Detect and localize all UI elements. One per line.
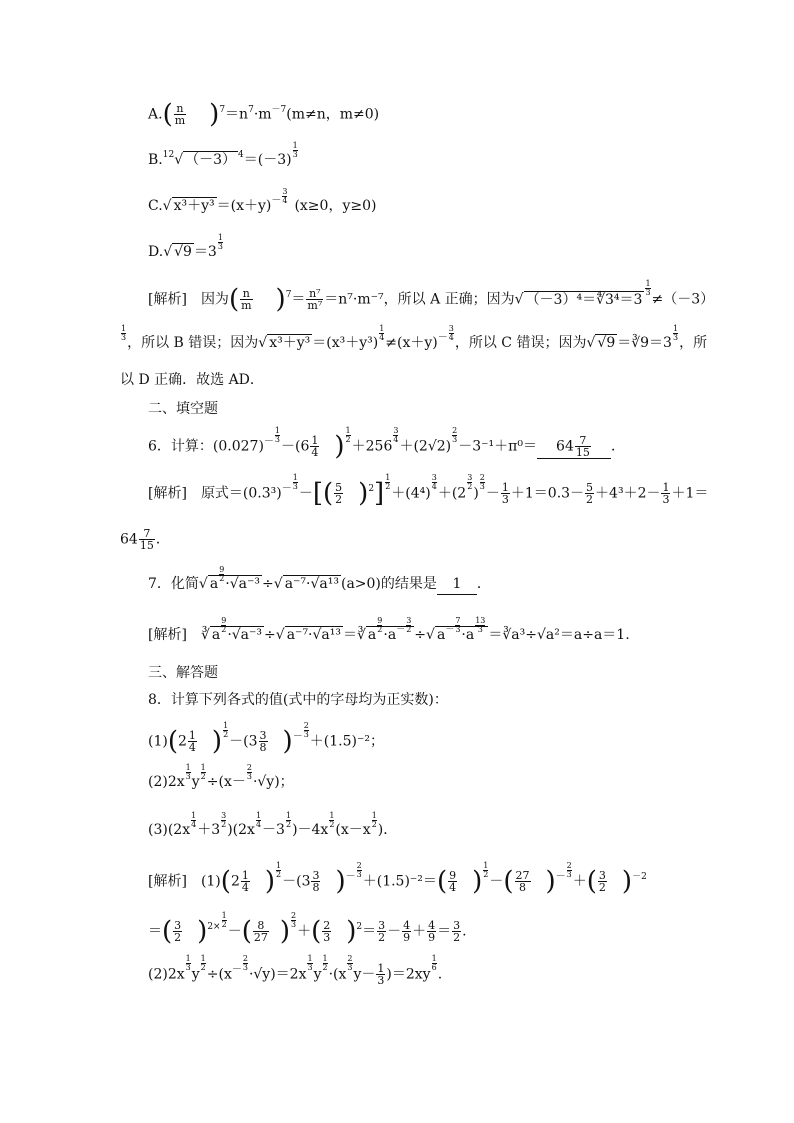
fraction: $\frac{1}{3}$ xyxy=(377,962,385,987)
fraction: $\frac{3}{8}$ xyxy=(312,869,320,894)
exponent: 2 xyxy=(356,921,363,932)
fraction-exponent: $\frac{1}{2}$ xyxy=(371,811,377,829)
fraction: $\frac{2}{3}$ xyxy=(323,919,331,944)
text: y xyxy=(313,966,322,983)
paren-close: ) xyxy=(209,99,220,130)
fraction-exponent: $\frac{1}{3}$ xyxy=(185,954,191,972)
text: ＋256 xyxy=(351,438,393,455)
paren-close: ) xyxy=(279,916,290,947)
paren-close: ) xyxy=(282,726,293,757)
fraction-exponent: $\frac{2}{3}$ xyxy=(303,721,309,739)
rhs: ＝(x＋y) xyxy=(216,198,272,214)
text: ≠（－3） xyxy=(651,291,715,308)
fraction: $\frac{3}{2}$ xyxy=(174,919,182,944)
radical-sign: √ xyxy=(174,152,184,168)
fraction: $\frac{4}{9}$ xyxy=(428,919,436,944)
text: ＋ xyxy=(297,923,312,940)
rhs: ＝3 xyxy=(193,244,217,260)
paren-close: ) xyxy=(545,866,556,897)
paren-open: ( xyxy=(162,916,173,947)
text: 7．化简 xyxy=(148,576,199,592)
fraction-exponent: $\frac{2}{3}$ xyxy=(242,954,248,972)
exponent: 7 xyxy=(248,104,254,115)
analysis-q5-line3: 以 D 正确．故选 AD． xyxy=(120,372,264,388)
text: 原式＝(0.3³) xyxy=(200,485,282,502)
fraction-exponent: $\frac{1}{2}$ xyxy=(276,861,282,879)
analysis-q5-line1 xyxy=(148,279,715,315)
text: －3 xyxy=(262,822,285,838)
option-c xyxy=(148,187,377,218)
minus-sign: － xyxy=(292,730,303,742)
text: ＋4³＋2－ xyxy=(595,485,661,502)
minus-sign: － xyxy=(271,195,282,206)
fraction-exponent: $\frac{1}{2}$ xyxy=(223,721,229,739)
option-d-label: D. xyxy=(148,244,164,260)
fraction-exponent: $\frac{1}{3}$ xyxy=(217,233,223,251)
paren-open: ( xyxy=(436,866,448,897)
analysis-q7 xyxy=(148,616,630,647)
part-label: (2)2x xyxy=(148,774,185,790)
text: ＋1＝0.3－ xyxy=(510,485,585,502)
fraction-n7-over-m7: $\frac{\text{n⁷}}{\text{m⁷}}$ xyxy=(307,287,323,312)
answer-integer: 64 xyxy=(556,438,574,455)
fraction: $\frac{3}{2}$ xyxy=(598,869,606,894)
paren-close: ) xyxy=(275,284,286,315)
text: ＋(4⁴) xyxy=(391,485,431,502)
fraction-exponent: $\frac{2}{3}$ xyxy=(347,954,353,972)
fraction-exponent: $\frac{3}{4}$ xyxy=(393,426,399,444)
fraction-exponent: $\frac{3}{4}$ xyxy=(431,473,437,491)
fraction-n-over-m: $\frac{n}{m}$ xyxy=(174,102,186,127)
option-b xyxy=(148,141,299,172)
text: )． xyxy=(377,822,398,838)
text: ，所以 C 错误；因为 xyxy=(454,335,587,351)
analysis-q5-line2 xyxy=(120,324,708,355)
paren-open: ( xyxy=(241,916,252,947)
fraction-exponent: $\frac{3}{4}$ xyxy=(448,324,454,342)
period: . xyxy=(462,923,467,940)
answer-fraction: $\frac{7}{15}$ xyxy=(575,434,590,459)
text: ＝ xyxy=(343,627,357,643)
fraction-exponent: $\frac{1}{3}$ xyxy=(307,954,313,972)
analysis-q6-line1 xyxy=(148,473,709,509)
question-8-part3 xyxy=(148,811,398,840)
paren-open: ( xyxy=(586,866,597,897)
text: ＋ xyxy=(412,923,427,940)
text: . xyxy=(437,966,443,983)
text: － xyxy=(298,485,313,502)
option-a-label: A. xyxy=(148,106,163,123)
option-c-label: C. xyxy=(148,198,163,214)
fraction: $\frac{1}{3}$ xyxy=(501,481,509,506)
text: ． xyxy=(610,438,625,455)
text: － xyxy=(489,873,504,890)
text: ＋(2√2) xyxy=(399,438,452,455)
section-fill-in: 二、填空题 xyxy=(148,401,218,417)
fraction-exponent: $\frac{1}{2}$ xyxy=(329,811,335,829)
text: ≠(x＋y) xyxy=(385,335,438,351)
condition: (x≥0，y≥0) xyxy=(294,198,377,214)
text: )(2x xyxy=(227,822,255,838)
text: ，所 xyxy=(679,335,708,351)
text: （－3）⁴＝∜3⁴＝3 xyxy=(525,291,643,308)
analysis-q8-line1: [解析] (1)(2 $\frac{1}{4}$ ) $\frac{1}{2}$ －(3 $\frac{3}{8}$ )－ $\frac{2}{3}$ ＋(1.5)⁻²＝( $\frac{9}{4}$ ) $\frac{1}{2}$ －( $\frac{27}{8}$ )－ $\frac{2}{3}$ ＋( $\frac{3}{2}$ )$^{-2}$ xyxy=(148,861,647,897)
fraction: $\frac{9}{4}$ xyxy=(449,869,457,894)
fraction-exponent: $\frac{1}{2}$ xyxy=(200,763,206,781)
radical-sign: √ xyxy=(162,198,172,214)
paren-open: ( xyxy=(311,916,322,947)
fraction-exponent: $\frac{1}{3}$ xyxy=(292,141,298,159)
rhs: ＝(－3) xyxy=(243,152,292,168)
fraction: $\frac{5}{2}$ xyxy=(335,481,343,506)
text: (a>0)的结果是 xyxy=(340,576,437,592)
text: (2)2x xyxy=(148,966,185,983)
paren-open: ( xyxy=(503,866,514,897)
paren-open: ( xyxy=(162,99,173,130)
radical-sign: √ xyxy=(163,244,173,260)
text: ＋(2 xyxy=(437,485,467,502)
fraction: $\frac{5}{2}$ xyxy=(586,481,594,506)
minus-sign: － xyxy=(281,482,292,494)
text: ． xyxy=(155,531,170,548)
text: (x－x xyxy=(335,822,371,838)
paren-open: ( xyxy=(220,866,231,897)
radical-sign: √ xyxy=(198,576,208,592)
option-b-label: B. xyxy=(148,152,163,168)
radicand: x³＋y³ xyxy=(269,335,311,351)
radical-sign: ∛ xyxy=(200,627,210,643)
text: 6．计算：(0.027) xyxy=(148,438,264,455)
radicand: a⁻⁷·√a¹³ xyxy=(284,576,339,592)
fraction-exponent: $\frac{2}{3}$ xyxy=(246,763,252,781)
paren-close: ) xyxy=(621,866,633,897)
text: ·(x xyxy=(328,966,347,983)
radicand: √9 xyxy=(174,244,192,260)
text: ＋1＝ xyxy=(671,485,709,502)
text: ＝ xyxy=(437,923,452,940)
question-8-part2 xyxy=(148,763,294,792)
fraction-exponent: $\frac{2}{3}$ xyxy=(452,426,458,444)
text: y－ xyxy=(353,966,376,983)
paren-close: ) xyxy=(197,916,208,947)
option-d xyxy=(148,233,224,262)
radicand: x³＋y³ xyxy=(173,198,215,214)
text: ÷(x－ xyxy=(206,774,246,790)
paren-open: ( xyxy=(323,478,334,509)
fraction: $\frac{8}{27}$ xyxy=(253,919,268,944)
radical-sign: √ xyxy=(273,576,283,592)
radical-sign: ∛ xyxy=(357,627,366,643)
text: － xyxy=(485,485,500,502)
paren-close: ) xyxy=(334,431,345,462)
fraction-exponent: $\frac{1}{3}$ xyxy=(185,763,191,781)
fraction: $\frac{3}{2}$ xyxy=(378,919,386,944)
exponent: －2 xyxy=(632,871,647,882)
text: ＋3 xyxy=(197,822,221,838)
analysis-tag: [解析] xyxy=(148,485,187,502)
fraction: $\frac{1}{3}$ xyxy=(662,481,670,506)
exponent: 2 xyxy=(368,483,375,494)
radicand: a $\frac{9}{2}$ ·√a⁻³ xyxy=(209,565,261,592)
paren-close: ) xyxy=(264,866,276,897)
radical-sign: √ xyxy=(258,335,268,351)
text: ＝(x³＋y³) xyxy=(312,335,379,351)
analysis-tag: [解析] xyxy=(148,291,187,308)
text: －(3 xyxy=(282,873,311,890)
paren-close: ) xyxy=(346,916,357,947)
fraction-exponent: $\frac{2}{3}$ xyxy=(291,911,297,929)
fraction: $\frac{1}{4}$ xyxy=(188,729,196,754)
fraction-exponent: $\frac{1}{3}$ xyxy=(121,324,127,342)
analysis-q6-line2 xyxy=(120,528,170,551)
text: ÷ xyxy=(262,576,274,592)
fraction-exponent: $\frac{1}{2}$ xyxy=(200,954,206,972)
fraction: $\frac{3}{2}$ xyxy=(453,919,461,944)
text: ＋(1.5)⁻²＝ xyxy=(362,873,437,890)
radicand: a⁻⁷·√a¹³ xyxy=(286,627,341,643)
text: － xyxy=(387,923,402,940)
text: y xyxy=(191,966,200,983)
paren-open: ( xyxy=(228,284,240,315)
fraction-exponent: $\frac{2}{3}$ xyxy=(566,861,572,879)
rhs: ＝n xyxy=(225,106,249,123)
text: ＝ xyxy=(362,923,377,940)
text: ，所以 B 错误；因为 xyxy=(127,335,259,351)
text: － xyxy=(227,923,242,940)
exponent: 2× xyxy=(207,921,221,932)
fraction-exponent: $\frac{1}{6}$ xyxy=(431,954,437,972)
text: ·√y)； xyxy=(252,774,294,790)
section-solutions: 三、解答题 xyxy=(148,665,218,681)
text: ＋ xyxy=(572,873,587,890)
result-integer: 64 xyxy=(120,531,138,548)
minus-sign: － xyxy=(555,870,566,882)
radicand: （－3） xyxy=(185,152,237,168)
exponent: 7 xyxy=(219,104,226,115)
radicand: √9 xyxy=(597,335,616,351)
fraction: $\frac{4}{9}$ xyxy=(403,919,411,944)
text: ． xyxy=(476,576,491,592)
text: －(6 xyxy=(281,438,310,455)
text: ＝∛a³÷√a²＝a÷a＝1. xyxy=(488,627,630,643)
analysis-q8-line2 xyxy=(148,911,467,947)
text: y xyxy=(191,774,200,790)
fraction-exponent: $\frac{1}{3}$ xyxy=(274,426,281,444)
text: －(3 xyxy=(229,733,258,750)
fraction: $\frac{1}{4}$ xyxy=(241,869,249,894)
radical-sign: √ xyxy=(275,627,285,643)
radicand: a $\frac{9}{2}$ ·a－ $\frac{3}{2}$ xyxy=(366,626,414,643)
fraction-exponent: $\frac{1}{2}$ xyxy=(385,473,391,491)
question-8-title: 8．计算下列各式的值(式中的字母均为正实数)： xyxy=(148,692,448,708)
fraction-exponent: $\frac{1}{4}$ xyxy=(191,811,197,829)
fraction-exponent: $\frac{1}{3}$ xyxy=(645,279,651,297)
fraction-exponent: $\frac{1}{2}$ xyxy=(322,954,328,972)
radical-sign: √ xyxy=(586,335,596,351)
radicand: a－ $\frac{7}{3}$ ·a $\frac{13}{3}$ xyxy=(435,626,488,643)
fraction-exponent: $\frac{1}{2}$ xyxy=(483,861,489,879)
text: )－4x xyxy=(292,822,329,838)
exponent: 7 xyxy=(285,289,292,300)
text: ÷ xyxy=(264,627,276,643)
text: ÷(x xyxy=(206,966,232,983)
fraction-n-over-m: $\frac{n}{m}$ xyxy=(241,287,252,312)
rhs-mid: ·m xyxy=(253,106,272,123)
text: ＝n⁷·m⁻⁷，所以 A 正确；因为 xyxy=(324,291,515,308)
question-8-part1: (1)(2 $\frac{1}{4}$ ) $\frac{1}{2}$ －(3 $\frac{3}{8}$ )－ $\frac{2}{3}$ ＋(1.5)⁻²； xyxy=(148,721,384,757)
fraction-exponent: $\frac{1}{2}$ xyxy=(285,811,292,829)
text: ＝∛9＝3 xyxy=(617,335,672,351)
question-6 xyxy=(148,426,625,462)
minus-sign: － xyxy=(231,963,242,975)
exponent: 4 xyxy=(238,150,244,160)
fraction-exponent: $\frac{2}{3}$ xyxy=(356,861,362,879)
text: ·√y)＝2x xyxy=(248,966,307,983)
text: )＝2xy xyxy=(386,966,431,983)
paren-open: ( xyxy=(167,726,178,757)
text: ÷ xyxy=(414,627,427,643)
paren-close: ) xyxy=(335,866,346,897)
fraction-exponent: $\frac{1}{3}$ xyxy=(672,324,679,342)
fraction: $\frac{3}{8}$ xyxy=(259,729,267,754)
fraction-exponent: $\frac{3}{2}$ xyxy=(221,811,227,829)
answer-blank-6[interactable] xyxy=(537,435,611,459)
paren-close: ) xyxy=(358,478,369,509)
paren-close: ) xyxy=(472,866,483,897)
fraction-exponent: $\frac{3}{2}$ xyxy=(467,473,473,491)
root-index: 12 xyxy=(162,150,175,160)
fraction-exponent: $\frac{1}{2}$ xyxy=(221,911,227,929)
analysis-q8-line3 xyxy=(148,954,443,987)
part-label: (3)(2x xyxy=(148,822,191,838)
fraction-exponent: $\frac{1}{4}$ xyxy=(255,811,262,829)
fraction: $\frac{27}{8}$ xyxy=(515,869,530,894)
condition: (m≠n，m≠0) xyxy=(286,106,380,123)
bracket-open: [ xyxy=(312,478,323,509)
text: 因为 xyxy=(200,291,229,308)
bracket-close: ] xyxy=(374,478,385,509)
fraction: $\frac{1}{4}$ xyxy=(311,434,319,459)
radical-sign: √ xyxy=(426,627,435,643)
radicand: a $\frac{9}{2}$ ·√a⁻³ xyxy=(211,616,263,643)
minus-sign: － xyxy=(437,332,448,343)
fraction-exponent: $\frac{3}{4}$ xyxy=(282,187,288,205)
fraction-exponent: $\frac{2}{3}$ xyxy=(479,473,485,491)
text: ＋(1.5)⁻²； xyxy=(309,733,384,750)
fraction-exponent: $\frac{1}{2}$ xyxy=(345,426,351,444)
text: －3⁻¹＋π⁰＝ xyxy=(458,438,537,455)
fraction-exponent: $\frac{1}{3}$ xyxy=(292,473,298,491)
exponent: －7 xyxy=(271,104,287,115)
minus-sign: － xyxy=(345,870,356,882)
result-fraction: $\frac{7}{15}$ xyxy=(139,527,154,552)
question-7 xyxy=(148,565,491,595)
part-label: (1) xyxy=(200,873,221,890)
equals: ＝ xyxy=(291,291,306,308)
answer-blank-7[interactable]: 1 xyxy=(437,574,477,595)
radical-sign: √ xyxy=(514,291,524,308)
option-a xyxy=(148,99,380,130)
analysis-tag: [解析] xyxy=(148,873,187,890)
text: ＝ xyxy=(148,923,162,940)
minus-sign: － xyxy=(263,435,274,447)
part-label: (1) xyxy=(148,733,168,750)
text: ) xyxy=(473,485,479,502)
fraction-exponent: $\frac{1}{4}$ xyxy=(379,324,385,342)
paren-close: ) xyxy=(211,726,223,757)
analysis-tag: [解析] xyxy=(148,627,187,643)
